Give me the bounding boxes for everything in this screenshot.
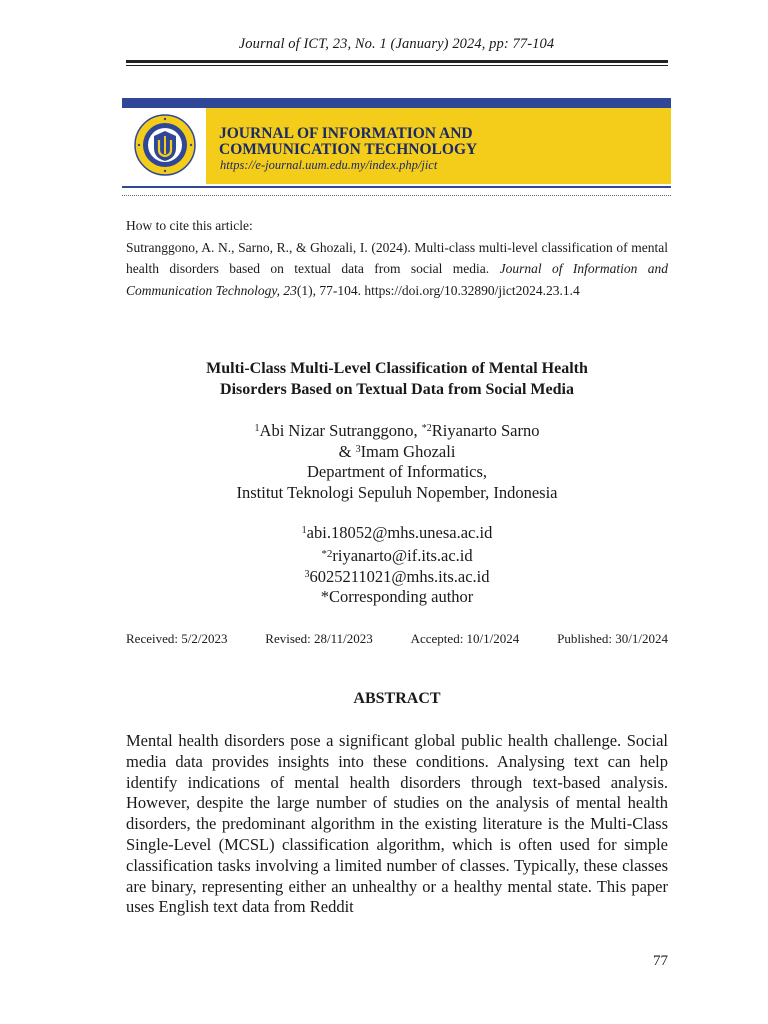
email2-text[interactable]: riyanarto@if.its.ac.id bbox=[332, 545, 473, 565]
journal-banner bbox=[122, 98, 671, 189]
author1-name: Abi Nizar Sutranggono, bbox=[259, 421, 422, 440]
author2-sup: *2 bbox=[421, 423, 432, 434]
citation-journal: Journal of Information and Communication Technology, 23 bbox=[126, 261, 669, 298]
email3-sup: 3 bbox=[304, 568, 310, 580]
citation-doi-link[interactable]: https://doi.org/10.32890/jict2024.23.1.4 bbox=[364, 282, 580, 298]
author1-sup: 1 bbox=[254, 423, 260, 434]
author-amp: & bbox=[338, 441, 356, 461]
paper-title bbox=[126, 359, 668, 400]
dotted-divider bbox=[122, 195, 671, 196]
citation-label: How to cite this article: bbox=[126, 218, 253, 233]
date-accepted: Accepted: 10/1/2024 bbox=[410, 631, 520, 646]
date-received: Received: 5/2/2023 bbox=[126, 631, 228, 646]
email1-text[interactable]: abi.18052@mhs.unesa.ac.id bbox=[306, 523, 493, 542]
citation-plain: Sutranggono, A. N., Sarno, R., & Ghozali, I. (2024). Multi-class multi-level classification of mental health disorders based on textual data from social media. bbox=[126, 239, 668, 276]
page-number: 77 bbox=[653, 953, 668, 969]
author-block bbox=[126, 421, 668, 504]
author3-name: Imam Ghozali bbox=[360, 441, 456, 461]
title-line2: Disorders Based on Textual Data from Social Media bbox=[220, 380, 574, 398]
header-rule-thin bbox=[126, 65, 668, 66]
citation-text bbox=[126, 237, 668, 302]
email-1[interactable] bbox=[126, 523, 668, 544]
title-line1: Multi-Class Multi-Level Classification of Mental Health bbox=[206, 360, 588, 377]
email2-sup: *2 bbox=[321, 547, 333, 560]
email3-text[interactable]: 6025211021@mhs.its.ac.id bbox=[309, 566, 490, 586]
university-seal-icon bbox=[134, 114, 196, 176]
affiliation-department: Department of Informatics, bbox=[306, 462, 488, 482]
corresponding-note: *Corresponding author bbox=[320, 587, 474, 607]
affiliation-institution: Institut Teknologi Sepuluh Nopember, Indonesia bbox=[236, 483, 558, 503]
author-line2 bbox=[126, 442, 668, 463]
citation-issue: (1), 77-104. bbox=[296, 282, 365, 298]
journal-name-line1: JOURNAL OF INFORMATION AND bbox=[219, 125, 473, 142]
citation-block bbox=[126, 215, 668, 301]
journal-url[interactable]: https://e-journal.uum.edu.my/index.php/jict bbox=[220, 158, 438, 172]
running-head: Journal of ICT, 23, No. 1 (January) 2024, pp: 77-104 bbox=[238, 36, 555, 52]
banner-bottom-bar bbox=[122, 186, 671, 188]
publication-dates bbox=[126, 631, 668, 647]
date-revised: Revised: 28/11/2023 bbox=[265, 631, 373, 646]
date-published: Published: 30/1/2024 bbox=[557, 631, 668, 646]
author3-sup: 3 bbox=[355, 443, 361, 455]
journal-name bbox=[219, 126, 659, 158]
abstract-heading: ABSTRACT bbox=[353, 690, 441, 707]
author-line1 bbox=[126, 421, 668, 442]
journal-name-line2: COMMUNICATION TECHNOLOGY bbox=[219, 141, 478, 158]
banner-top-bar bbox=[122, 98, 671, 108]
abstract-body: Mental health disorders pose a significant global public health challenge. Social media data provides insights into these conditions. Analysing text can help identify indications of mental health disorders through text-based analysis. However, despite the large number of studies on the analysis of mental health disorders, the predominant algorithm in the existing literature is the Multi-Class Single-Level (MCSL) classification algorithm, which is often used for simple classification tasks involving a limited number of classes. Typically, these classes are binary, representing either an unhealthy or a healthy mental state. This paper uses English text data from Reddit bbox=[126, 731, 668, 917]
email1-sup: 1 bbox=[301, 525, 307, 536]
header-rule bbox=[126, 60, 668, 63]
author2-name: Riyanarto Sarno bbox=[431, 421, 540, 440]
email-2[interactable] bbox=[126, 544, 668, 567]
email-block bbox=[126, 523, 668, 608]
email-3[interactable] bbox=[126, 567, 668, 588]
